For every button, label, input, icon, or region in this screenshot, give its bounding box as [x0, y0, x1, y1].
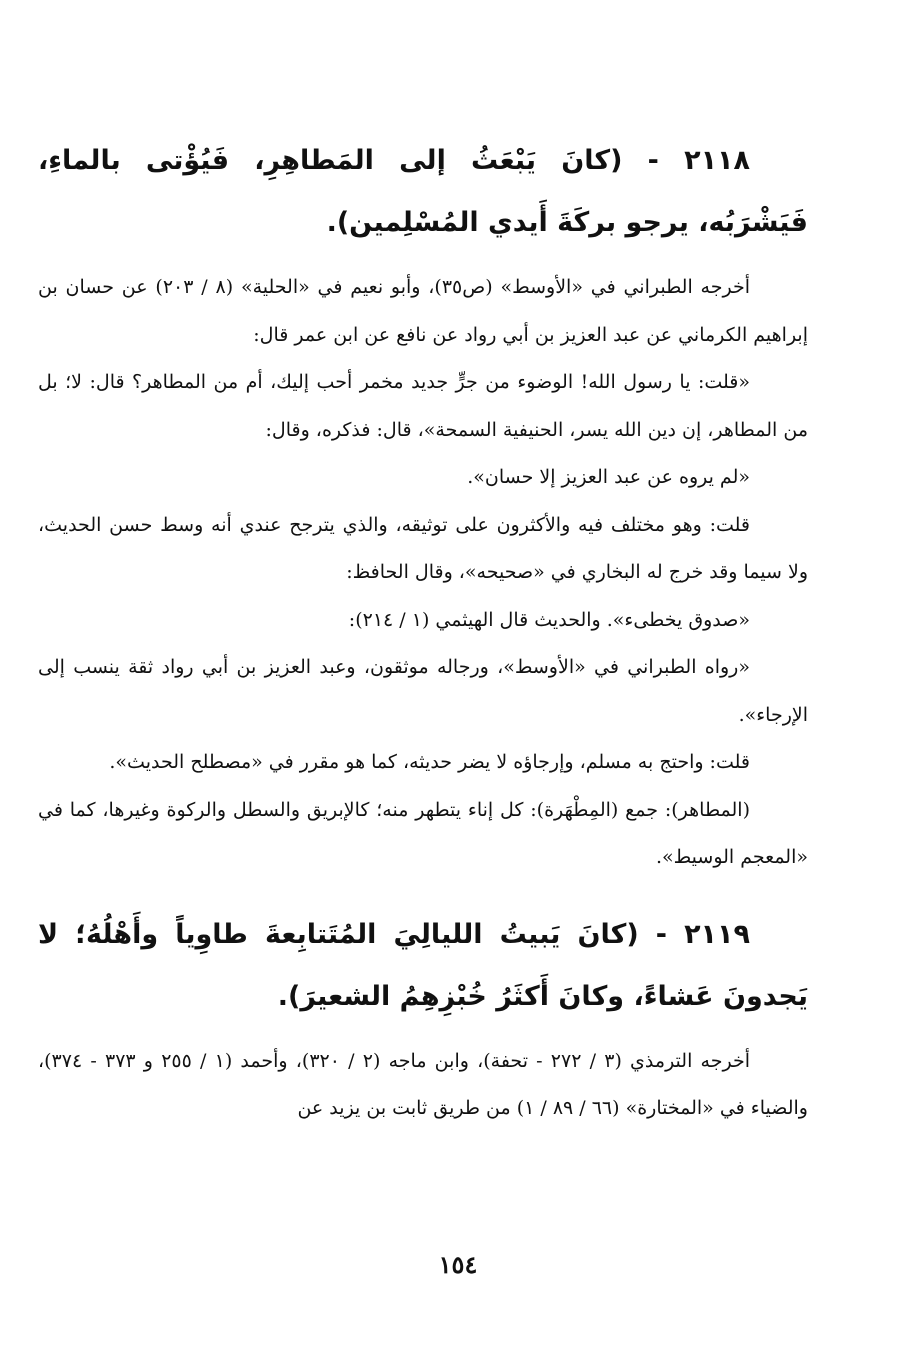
quote-paragraph: «لم يروه عن عبد العزيز إلا حسان».	[467, 466, 750, 488]
quote-paragraph: «صدوق يخطىء». والحديث قال الهيثمي (١ / ٢١٤):	[348, 608, 750, 631]
comment-paragraph: قلت: واحتج به مسلم، وإرجاؤه لا يضر حديثه، كما هو مقرر في «مصطلح الحديث».	[109, 751, 750, 773]
hadith-text: - (كانَ يَبيتُ الليالِيَ المُتَتابِعةَ طاوِياً وأَهْلُهُ؛ لا يَجدونَ عَشاءً، وكانَ أَكثَرُ خُبْزِهِمُ الشعيرَ).	[38, 918, 808, 1012]
page-number: ١٥٤	[438, 1250, 478, 1279]
page-body	[38, 130, 808, 1133]
quote-paragraph: «قلت: يا رسول الله! الوضوء من جرٍّ جديد مخمر أحب إليك، أم من المطاهر؟ قال: لا؛ بل من المطاهر، إن دين الله يسر، الحنيفية السمحة»، قال: فذكره، وقال:	[38, 371, 808, 441]
comment-paragraph: قلت: وهو مختلف فيه والأكثرون على توثيقه، والذي يترجح عندي أنه وسط حسن الحديث، ولا سيما وقد خرج له البخاري في «صحيحه»، وقال الحافظ:	[38, 513, 808, 583]
takhrij-paragraph: أخرجه الطبراني في «الأوسط» (ص٣٥)، وأبو نعيم في «الحلية» (٨ / ٢٠٣) عن حسان بن إبراهيم الكرماني عن عبد العزيز بن أبي رواد عن نافع عن ابن عمر قال:	[38, 276, 808, 346]
quote-paragraph: «رواه الطبراني في «الأوسط»، ورجاله موثقون، وعبد العزيز بن أبي رواد ثقة ينسب إلى الإرجاء».	[38, 656, 808, 726]
hadith-2119	[38, 904, 808, 1028]
hadith-text: - (كانَ يَبْعَثُ إلى المَطاهِرِ، فَيُؤْتى بالماءِ، فَيَشْرَبُه، يرجو بركَةَ أَيدي المُسْلِمين).	[38, 145, 808, 238]
hadith-number: ٢١١٨	[684, 145, 751, 176]
hadith-number: ٢١١٩	[684, 918, 750, 950]
hadith-2118	[38, 130, 808, 254]
glossary-paragraph: (المطاهر): جمع (المِطْهَرة): كل إناء يتطهر منه؛ كالإبريق والسطل والركوة وغيرها، كما في «المعجم الوسيط».	[38, 798, 808, 868]
takhrij-paragraph: أخرجه الترمذي (٣ / ٢٧٢ - تحفة)، وابن ماجه (٢ / ٣٢٠)، وأحمد (١ / ٢٥٥ و ٣٧٣ - ٣٧٤)، والضياء في «المختارة» (٦٦ / ٨٩ / ١) من طريق ثابت بن يزيد عن	[38, 1049, 808, 1119]
